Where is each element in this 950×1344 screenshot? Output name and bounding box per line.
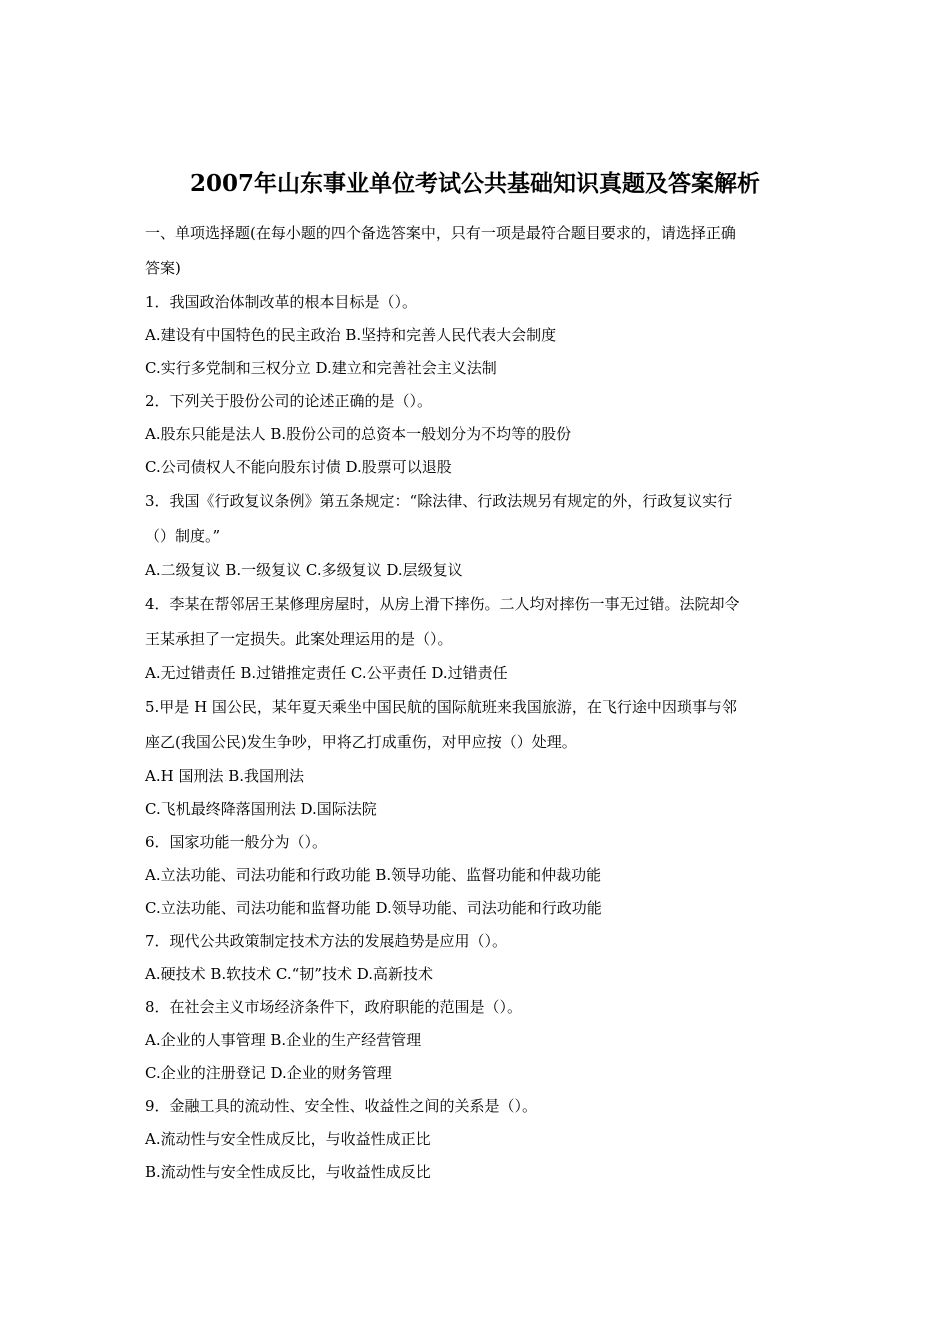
question-2-options-ab: A.股东只能是法人 B.股份公司的总资本一般划分为不均等的股份 [145, 425, 572, 443]
question-8-options-cd: C.企业的注册登记 D.企业的财务管理 [145, 1064, 392, 1082]
document-title: 2007年山东事业单位考试公共基础知识真题及答案解析 [189, 170, 760, 197]
question-5-options-ab: A.H 国刑法 B.我国刑法 [145, 767, 305, 785]
question-9-option-a: A.流动性与安全性成反比，与收益性成正比 [145, 1130, 431, 1148]
question-5-line-1: 5.甲是 H 国公民，某年夏天乘坐中国民航的国际航班来我国旅游，在飞行途中因琐事与邻 [145, 698, 737, 716]
question-8-options-ab: A.企业的人事管理 B.企业的生产经营管理 [145, 1031, 422, 1049]
question-2: 2．下列关于股份公司的论述正确的是（）。 [145, 392, 433, 410]
section-heading-line-2: 答案) [145, 259, 181, 277]
question-1-options-cd: C.实行多党制和三权分立 D.建立和完善社会主义法制 [145, 359, 497, 377]
question-6-options-cd: C.立法功能、司法功能和监督功能 D.领导功能、司法功能和行政功能 [145, 899, 602, 917]
section-heading-line-1: 一、单项选择题(在每小题的四个备选答案中，只有一项是最符合题目要求的，请选择正确 [145, 224, 736, 242]
question-3-line-2: （）制度。” [145, 527, 221, 545]
question-5-line-2: 座乙(我国公民)发生争吵，甲将乙打成重伤，对甲应按（）处理。 [145, 733, 577, 751]
question-8: 8．在社会主义市场经济条件下，政府职能的范围是（）。 [145, 998, 523, 1016]
question-6-options-ab: A.立法功能、司法功能和行政功能 B.领导功能、监督功能和仲裁功能 [145, 866, 602, 884]
question-1-options-ab: A.建设有中国特色的民主政治 B.坚持和完善人民代表大会制度 [145, 326, 557, 344]
question-2-options-cd: C.公司债权人不能向股东讨债 D.股票可以退股 [145, 458, 452, 476]
question-1: 1．我国政治体制改革的根本目标是（）。 [145, 293, 418, 311]
question-7: 7．现代公共政策制定技术方法的发展趋势是应用（）。 [145, 932, 508, 950]
question-3-line-1: 3．我国《行政复议条例》第五条规定：“除法律、行政法规另有规定的外，行政复议实行 [145, 492, 733, 510]
question-4-line-2: 王某承担了一定损失。此案处理运用的是（）。 [145, 630, 453, 648]
question-7-options: A.硬技术 B.软技术 C.“韧”技术 D.高新技术 [145, 965, 434, 983]
question-9: 9．金融工具的流动性、安全性、收益性之间的关系是（）。 [145, 1097, 538, 1115]
question-5-options-cd: C.飞机最终降落国刑法 D.国际法院 [145, 800, 377, 818]
question-4-options: A.无过错责任 B.过错推定责任 C.公平责任 D.过错责任 [145, 664, 508, 682]
question-3-options: A.二级复议 B.一级复议 C.多级复议 D.层级复议 [145, 561, 463, 579]
question-6: 6．国家功能一般分为（）。 [145, 833, 328, 851]
question-9-option-b: B.流动性与安全性成反比，与收益性成反比 [145, 1163, 431, 1181]
question-4-line-1: 4．李某在帮邻居王某修理房屋时，从房上滑下摔伤。二人均对摔伤一事无过错。法院却令 [145, 595, 740, 613]
document-body [145, 216, 815, 1189]
